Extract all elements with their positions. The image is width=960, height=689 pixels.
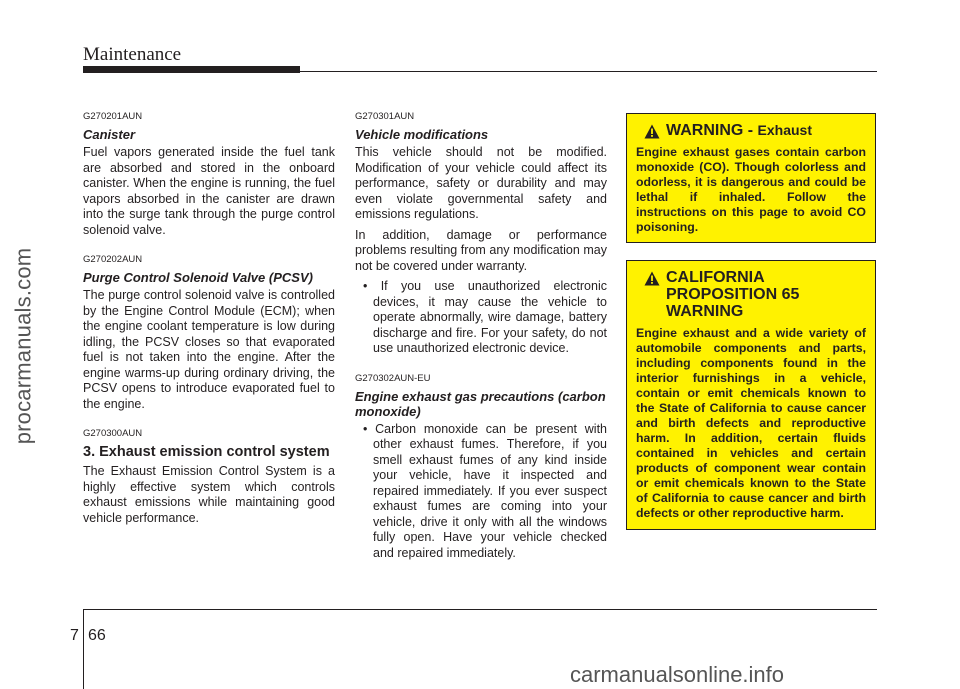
warning-box-prop65 (626, 260, 876, 530)
warning-triangle-icon (644, 124, 660, 139)
bullet-item: • If you use unauthorized electronic devices, it may cause the vehicle to operate abnormally, wire damage, battery discharge and fire. For your safety, do not use unauthorized electronic device. (363, 279, 607, 355)
section-title: Engine exhaust gas precautions (carbon monoxide) (355, 388, 606, 419)
section-body: Fuel vapors generated inside the fuel tank are absorbed and stored in the onboard canister. When the engine is running, the fuel vapors absorbed in the canister are drawn into the surge tank through the purge control solenoid valve. (83, 145, 335, 237)
section-heading: 3. Exhaust emission control system (83, 444, 330, 460)
section-code: G270300AUN (83, 428, 143, 439)
column-middle (355, 111, 607, 577)
header-bar (83, 66, 300, 73)
section-title: Canister (83, 127, 136, 142)
section-canister (83, 111, 335, 238)
section-code: G270302AUN-EU (355, 372, 431, 384)
footer-divider (83, 610, 84, 689)
warning-body: Engine exhaust and a wide variety of automobile components and parts, including components found in the interior furnishings in a vehicle, contain or emit chemicals known to the State of California to cause cancer and birth defects and reproductive harm. In addition, certain fluids contained in vehicles and certain products of component wear contain or emit chemicals known to the State of California to cause cancer and birth defects or other reproductive harm. (636, 326, 866, 520)
side-watermark-text: procarmanuals.com (10, 247, 35, 445)
header-title: Maintenance (83, 44, 182, 65)
side-watermark (0, 96, 46, 596)
header-rule (300, 71, 877, 72)
warning-triangle-icon (644, 271, 660, 286)
section-code: G270202AUN (83, 254, 143, 265)
warning-body: Engine exhaust gases contain carbon monoxide (CO). Though colorless and odorless, it is dangerous and could be lethal if inhaled. Follow the instructions on this page to avoid CO poisoning. (636, 145, 866, 234)
column-left (83, 111, 335, 542)
section-title: Vehicle modifications (355, 127, 489, 142)
page-number: 66 (88, 627, 106, 644)
section-exhaust-system (83, 428, 335, 526)
section-body: The purge control solenoid valve is controlled by the Engine Control Module (ECM); when the engine coolant temperature is low during idling, the PCSV closes so that evaporated fuel is not taken into the engine. After the engine warms-up during ordinary driving, the PCSV opens to introduce evaporated fuel to the engine. (83, 288, 335, 411)
section-modifications (355, 111, 607, 357)
bullet-item: • Carbon monoxide can be present with other exhaust fumes. Therefore, if you smell exhaust fumes of any kind inside your vehicle, have it inspected and repaired immediately. If you ever suspect exhaust fumes are coming into your vehicle, drive it only with all the windows fully open. Have your vehicle checked and repaired immediately. (363, 421, 607, 560)
section-body: In addition, damage or performance problems resulting from any modification may not be covered under warranty. (355, 227, 607, 273)
section-number: 7 (70, 627, 79, 644)
footer-rule (83, 609, 877, 610)
warning-box-exhaust (626, 113, 876, 243)
section-code: G270301AUN (355, 111, 415, 122)
section-code: G270201AUN (83, 111, 143, 122)
warning-title (636, 269, 866, 320)
section-body: The Exhaust Emission Control System is a highly effective system which controls exhaust emissions while maintaining good vehicle performance. (83, 464, 335, 525)
section-exhaust-gas (355, 373, 607, 562)
warning-subtitle: Exhaust (757, 122, 813, 138)
section-title: Purge Control Solenoid Valve (PCSV) (83, 270, 313, 285)
warning-title-text: CALIFORNIA PROPOSITION 65 WARNING (666, 269, 800, 320)
section-pcsv (83, 254, 335, 412)
section-body: This vehicle should not be modified. Modification of your vehicle could affect its performance, safety or durability and may even violate governmental safety and emissions regulations. (355, 145, 607, 221)
warning-title-text: WARNING - (666, 122, 758, 139)
warning-title (636, 122, 866, 139)
bottom-watermark: carmanualsonline.info (570, 662, 785, 687)
